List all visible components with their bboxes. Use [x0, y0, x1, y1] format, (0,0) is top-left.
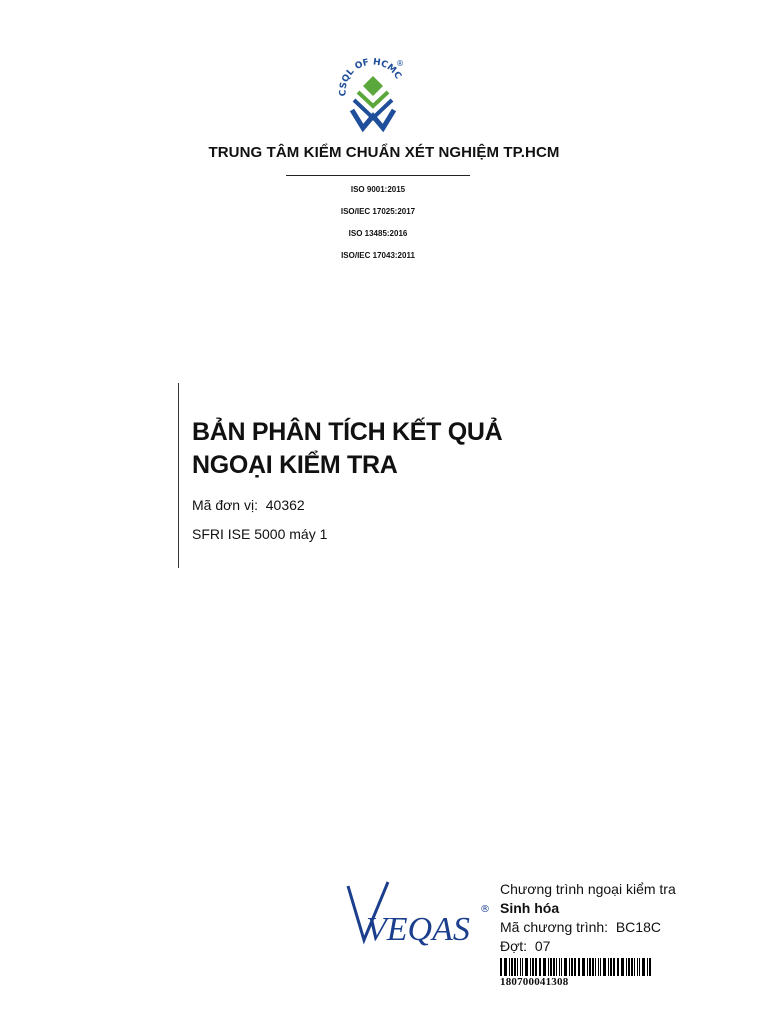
veqas-logo	[344, 880, 494, 950]
leaf-icon	[352, 76, 394, 128]
barcode-bar	[504, 958, 507, 976]
veqas-logo-text: VEQAS	[366, 911, 470, 948]
program-code-line	[500, 918, 676, 937]
barcode-bar	[525, 958, 528, 976]
program-code-value: BC18C	[615, 919, 661, 935]
barcode-bar	[617, 958, 619, 976]
barcode-bar	[592, 958, 594, 976]
barcode-bar	[642, 958, 645, 976]
logo-text: CSQL OF HCMC	[338, 57, 403, 97]
unit-code-label: Mã đơn vị:	[192, 497, 258, 513]
program-info	[500, 880, 676, 956]
barcode-bar	[500, 958, 502, 976]
report-title	[192, 416, 502, 482]
barcode-bar	[578, 958, 580, 976]
report-title-line-2: NGOẠI KIỂM TRA	[192, 451, 398, 479]
barcode-bar	[626, 958, 627, 976]
barcode-bar	[608, 958, 609, 976]
barcode-bar	[582, 958, 585, 976]
barcode-bar	[520, 958, 521, 976]
barcode-bar	[539, 958, 541, 976]
barcode-bar	[556, 958, 557, 976]
barcode-bar	[550, 958, 552, 976]
barcode-bar	[569, 958, 570, 976]
round-line	[500, 937, 676, 956]
barcode-bar	[637, 958, 638, 976]
barcode-bar	[517, 958, 518, 976]
barcode-bar	[530, 958, 531, 976]
unit-code-line	[192, 497, 305, 513]
title-accent-line	[178, 383, 179, 568]
barcode-bar	[535, 958, 537, 976]
veqas-registered-mark: ®	[480, 904, 490, 915]
program-label: Chương trình ngoại kiểm tra	[500, 881, 676, 897]
unit-code-value: 40362	[265, 497, 305, 513]
header-divider	[286, 175, 470, 176]
barcode-bar	[603, 958, 606, 976]
barcode-bar	[574, 958, 576, 976]
barcode-bar	[543, 958, 546, 976]
barcode-bar	[559, 958, 560, 976]
barcode-bar	[595, 958, 596, 976]
barcode-number: 180700041308	[500, 976, 569, 988]
barcode-bar	[639, 958, 640, 976]
barcode-bar	[631, 958, 633, 976]
barcode-bar	[571, 958, 573, 976]
barcode-bar	[649, 958, 651, 976]
device-name: SFRI ISE 5000 máy 1	[192, 526, 328, 542]
program-code-label: Mã chương trình:	[500, 919, 609, 935]
iso-standards-list	[0, 185, 756, 273]
barcode-bar	[587, 958, 588, 976]
barcode-bar	[647, 958, 648, 976]
barcode-bar	[522, 958, 523, 976]
iso-item: ISO/IEC 17025:2017	[340, 207, 416, 216]
round-value: 07	[534, 938, 551, 954]
barcode-bar	[610, 958, 612, 976]
report-title-line-1: BẢN PHÂN TÍCH KẾT QUẢ	[192, 418, 503, 446]
barcode-bar	[634, 958, 635, 976]
iso-item: ISO/IEC 17043:2011	[341, 251, 415, 260]
barcode-bar	[511, 958, 513, 976]
barcode-bar	[553, 958, 555, 976]
barcode-bar	[509, 958, 510, 976]
barcode-bar	[564, 958, 567, 976]
barcode-bar	[621, 958, 624, 976]
program-name: Sinh hóa	[500, 900, 560, 916]
barcode	[500, 958, 652, 976]
barcode-bar	[613, 958, 615, 976]
barcode-bar	[589, 958, 591, 976]
barcode-bar	[514, 958, 516, 976]
barcode-bar	[628, 958, 630, 976]
barcode-bar	[548, 958, 549, 976]
logo-registered-mark: ®	[396, 59, 404, 68]
barcode-bar	[600, 958, 601, 976]
organization-name: TRUNG TÂM KIỂM CHUẨN XÉT NGHIỆM TP.HCM	[208, 144, 560, 161]
iso-item: ISO 13485:2016	[348, 229, 408, 238]
barcode-bar	[561, 958, 562, 976]
iso-item: ISO 9001:2015	[350, 185, 406, 194]
barcode-bar	[532, 958, 534, 976]
csql-logo	[338, 54, 408, 134]
round-label: Đợt:	[500, 938, 528, 954]
barcode-bar	[598, 958, 599, 976]
